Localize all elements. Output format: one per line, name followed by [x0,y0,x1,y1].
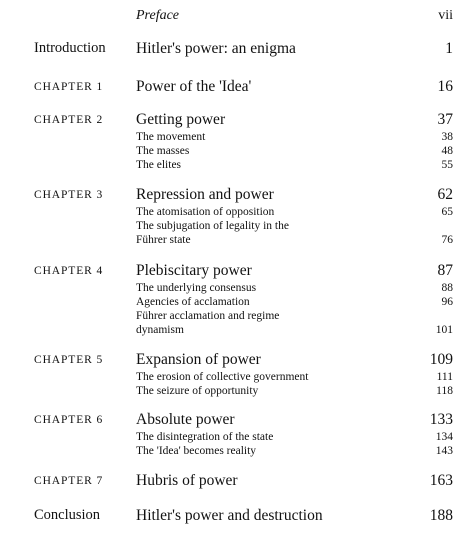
entry-title: Plebiscitary power [136,262,252,279]
section-title: The disintegration of the state [136,431,274,443]
entry-title: Hitler's power: an enigma [136,40,296,57]
entry-page-number: 62 [437,186,453,203]
section-title: The 'Idea' becomes reality [136,445,257,457]
toc-section [0,159,473,181]
entry-title: Power of the 'Idea' [136,78,252,95]
section-title: The underlying consensus [136,282,257,294]
entry-page-number: 188 [429,507,453,524]
entry-title: Hubris of power [136,472,238,489]
toc-section [0,234,473,256]
section-page-number: 48 [441,145,453,157]
toc-section [0,445,473,467]
entry-title: Hitler's power and destruction [136,507,323,524]
toc-entry-chapter-2 [0,111,473,133]
section-page-number: 55 [441,159,453,171]
section-page-number: 143 [435,445,453,457]
section-title: dynamism [136,324,184,336]
toc-entry-chapter-7 [0,472,473,494]
entry-label: CHAPTER 4 [34,265,104,277]
section-page-number: 65 [441,206,453,218]
entry-label: CHAPTER 2 [34,114,104,126]
entry-label: CHAPTER 7 [34,475,104,487]
toc-section [0,324,473,346]
section-title: The seizure of opportunity [136,385,259,397]
entry-page-number: 1 [445,40,453,57]
entry-page-number: 133 [429,411,453,428]
entry-page-number: vii [438,8,453,23]
entry-title: Expansion of power [136,351,261,368]
entry-page-number: 163 [429,472,453,489]
section-title: Agencies of acclamation [136,296,250,308]
toc-entry-chapter-3 [0,186,473,208]
entry-label: Conclusion [34,507,101,523]
section-page-number: 101 [435,324,453,336]
entry-page-number: 87 [437,262,453,279]
section-page-number: 96 [441,296,453,308]
section-title: The masses [136,145,190,157]
section-page-number: 111 [436,371,453,383]
toc-entry-introduction [0,40,473,62]
entry-title: Absolute power [136,411,235,428]
entry-label: CHAPTER 1 [34,81,104,93]
section-page-number: 134 [435,431,453,443]
toc-entry-preface [0,6,473,28]
toc-entry-chapter-5 [0,351,473,373]
section-title: The erosion of collective government [136,371,309,383]
section-title: Führer state [136,234,191,246]
toc-entry-chapter-6 [0,411,473,433]
section-page-number: 118 [436,385,453,397]
toc-section [0,385,473,407]
section-page-number: 38 [441,131,453,143]
entry-label: Introduction [34,40,106,56]
entry-title: Repression and power [136,186,274,203]
entry-page-number: 37 [437,111,453,128]
entry-label: CHAPTER 6 [34,414,104,426]
entry-title: Preface [136,8,180,23]
section-title: Führer acclamation and regime [136,310,280,322]
toc-entry-chapter-4 [0,262,473,284]
entry-label: CHAPTER 3 [34,189,104,201]
entry-page-number: 109 [429,351,453,368]
section-page-number: 76 [441,234,453,246]
section-title: The movement [136,131,206,143]
toc-entry-conclusion [0,507,473,529]
section-page-number: 88 [441,282,453,294]
section-title: The subjugation of legality in the [136,220,289,232]
toc-entry-chapter-1 [0,78,473,100]
entry-label: CHAPTER 5 [34,354,104,366]
entry-page-number: 16 [437,78,453,95]
section-title: The elites [136,159,182,171]
section-title: The atomisation of opposition [136,206,275,218]
entry-title: Getting power [136,111,226,128]
